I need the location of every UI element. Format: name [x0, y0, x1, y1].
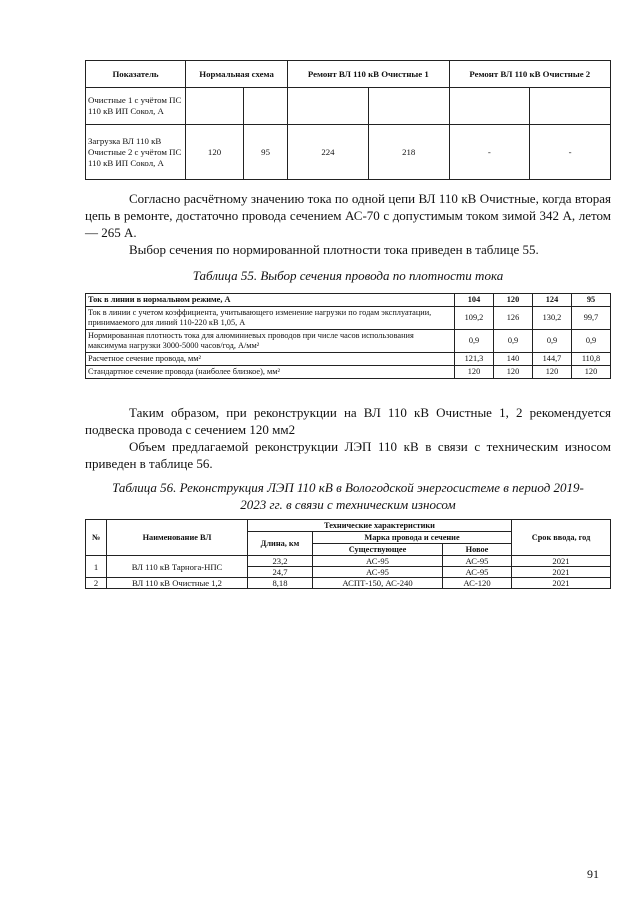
row-existing: АС-95	[313, 567, 443, 578]
table-cell: 224	[288, 125, 369, 180]
row-new: АС-95	[443, 556, 512, 567]
header-wire: Марка провода и сечение	[313, 532, 512, 544]
row-num: 2	[86, 578, 107, 589]
table-cell: -	[449, 125, 530, 180]
table-row	[86, 366, 611, 379]
table-header-row	[86, 294, 611, 307]
header-indicator: Показатель	[86, 61, 186, 88]
paragraph: Объем предлагаемой реконструкции ЛЭП 110 кВ в связи с техническим износом приведен в таблице 56.	[85, 439, 611, 471]
row-length: 8,18	[248, 578, 313, 589]
row-new: АС-95	[443, 567, 512, 578]
table-55	[85, 293, 611, 379]
row-new: АС-120	[443, 578, 512, 589]
row-label: Загрузка ВЛ 110 кВ Очистные 2 с учётом ПС 110 кВ ИП Сокол, А	[86, 125, 186, 180]
header-value: 95	[572, 294, 611, 307]
table-cell: 130,2	[533, 307, 572, 330]
header-existing: Существующее	[313, 544, 443, 556]
table-row	[86, 88, 611, 125]
header-name: Наименование ВЛ	[107, 520, 248, 556]
table-cell: -	[530, 125, 611, 180]
header-value: 120	[494, 294, 533, 307]
table-cell: 95	[244, 125, 288, 180]
table-row	[86, 125, 611, 180]
table-cell: 120	[572, 366, 611, 379]
page-number: 91	[587, 867, 599, 881]
header-normal-scheme: Нормальная схема	[186, 61, 288, 88]
table-cell: 120	[455, 366, 494, 379]
header-repair-2: Ремонт ВЛ 110 кВ Очистные 2	[449, 61, 610, 88]
table-row	[86, 578, 611, 589]
table-cell: 0,9	[533, 330, 572, 353]
table-cell	[186, 88, 244, 125]
row-label: Стандартное сечение провода (наиболее близкое), мм²	[86, 366, 455, 379]
table-cell: 0,9	[572, 330, 611, 353]
row-length: 23,2	[248, 556, 313, 567]
row-existing: АСПТ-150, АС-240	[313, 578, 443, 589]
table-cell: 144,7	[533, 353, 572, 366]
row-label: Нормированная плотность тока для алюминиевых проводов при числе часов использования максимума нагрузки 3000-5000 часов/год, А/мм²	[86, 330, 455, 353]
row-existing: АС-95	[313, 556, 443, 567]
table-cell: 218	[368, 125, 449, 180]
table-row	[86, 556, 611, 567]
header-value: 124	[533, 294, 572, 307]
table-row	[86, 353, 611, 366]
row-date: 2021	[512, 556, 611, 567]
table-row	[86, 307, 611, 330]
row-num: 1	[86, 556, 107, 578]
row-date: 2021	[512, 578, 611, 589]
header-length: Длина, км	[248, 532, 313, 556]
header-label: Ток в линии в нормальном режиме, А	[86, 294, 455, 307]
header-value: 104	[455, 294, 494, 307]
row-name: ВЛ 110 кВ Тарнога-НПС	[107, 556, 248, 578]
table-row	[86, 330, 611, 353]
table-cell: 140	[494, 353, 533, 366]
table-cell	[288, 88, 369, 125]
table-56	[85, 519, 611, 589]
header-date: Срок ввода, год	[512, 520, 611, 556]
header-num: №	[86, 520, 107, 556]
table-header-row	[86, 520, 611, 532]
header-repair-1: Ремонт ВЛ 110 кВ Очистные 1	[288, 61, 449, 88]
row-label: Очистные 1 с учётом ПС 110 кВ ИП Сокол, А	[86, 88, 186, 125]
table-cell	[530, 88, 611, 125]
table-cell: 109,2	[455, 307, 494, 330]
table-cell: 0,9	[455, 330, 494, 353]
row-length: 24,7	[248, 567, 313, 578]
header-tech: Технические характеристики	[248, 520, 512, 532]
row-name: ВЛ 110 кВ Очистные 1,2	[107, 578, 248, 589]
table-cell: 120	[186, 125, 244, 180]
table-cell: 126	[494, 307, 533, 330]
row-date: 2021	[512, 567, 611, 578]
table-cell	[449, 88, 530, 125]
table-cell	[368, 88, 449, 125]
table-cell: 110,8	[572, 353, 611, 366]
table-cell: 120	[494, 366, 533, 379]
paragraph: Согласно расчётному значению тока по одной цепи ВЛ 110 кВ Очистные, когда вторая цепь в ремонте, достаточно провода сечением АС-70 с допустимым током зимой 342 А, летом — 265 А.	[85, 191, 611, 240]
table-56-caption: Таблица 56. Реконструкция ЛЭП 110 кВ в Вологодской энергосистеме в период 2019-2023 гг. в связи с техническим износом	[112, 480, 584, 512]
table-cell: 99,7	[572, 307, 611, 330]
row-label: Ток в линии с учетом коэффициента, учитывающего изменение нагрузки по годам эксплуатации, принимаемого для линий 110-220 кВ 1,05, А	[86, 307, 455, 330]
table-cell: 0,9	[494, 330, 533, 353]
table-cell: 121,3	[455, 353, 494, 366]
table-cell: 120	[533, 366, 572, 379]
header-new: Новое	[443, 544, 512, 556]
load-table	[85, 60, 611, 180]
paragraph: Выбор сечения по нормированной плотности тока приведен в таблице 55.	[129, 242, 539, 257]
table-cell	[244, 88, 288, 125]
row-label: Расчетное сечение провода, мм²	[86, 353, 455, 366]
table-55-caption: Таблица 55. Выбор сечения провода по плотности тока	[192, 268, 504, 283]
table-header-row	[86, 61, 611, 88]
paragraph: Таким образом, при реконструкции на ВЛ 110 кВ Очистные 1, 2 рекомендуется подвеска провода с сечением 120 мм2	[85, 405, 611, 437]
